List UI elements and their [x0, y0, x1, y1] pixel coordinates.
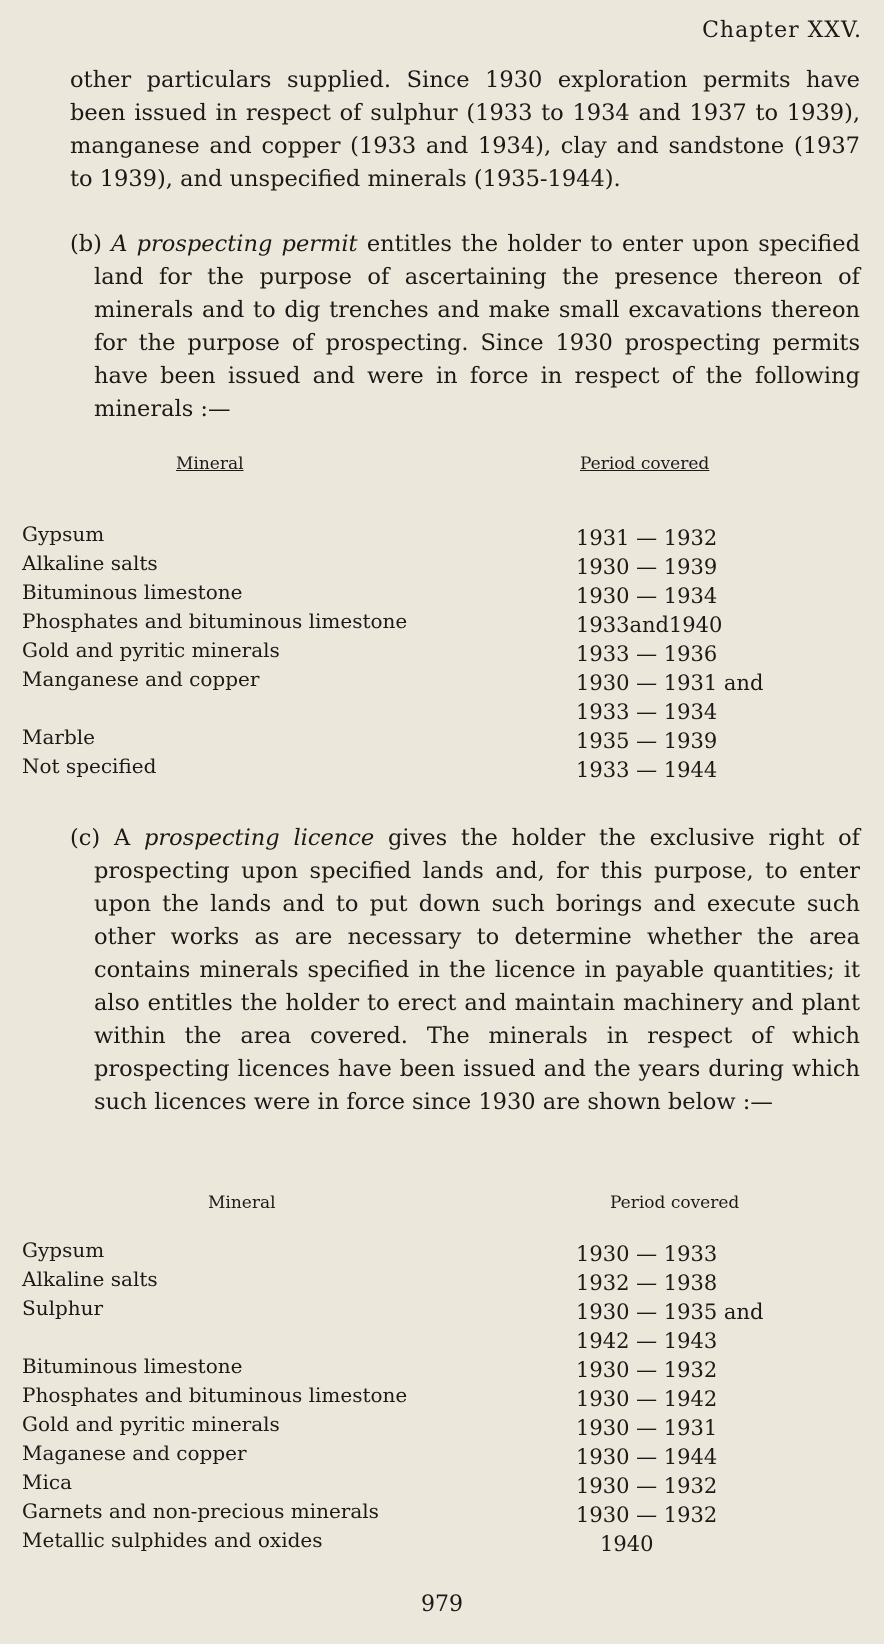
table-row: [22, 754, 862, 784]
period-cell: 1940: [600, 1532, 654, 1556]
mineral-cell: Gypsum: [22, 1238, 105, 1262]
mineral-cell: Garnets and non-precious minerals: [22, 1499, 379, 1523]
table-row: [22, 1325, 862, 1355]
mineral-cell: Manganese and copper: [22, 667, 260, 691]
paragraph-prospecting-permit: [50, 228, 860, 426]
period-cell: 1931 — 1932: [576, 526, 718, 550]
period-cell: 1930 — 1939: [576, 555, 718, 579]
table-row: [22, 725, 862, 755]
period-cell: 1930 — 1934: [576, 584, 718, 608]
period-cell: 1930 — 1932: [576, 1474, 718, 1498]
paragraph-exploration-permits: other particulars supplied. Since 1930 exploration permits have been issued in respect of sulphur (1933 to 1934 and 1937 to 1939), manganese and copper (1933 and 1934), clay and sandstone (1937 to 1939), and unspecified minerals (1935-1944).: [70, 67, 860, 192]
table-row: [22, 580, 862, 610]
period-cell: 1933 — 1936: [576, 642, 718, 666]
column-header-mineral: Mineral: [208, 1193, 276, 1213]
table-row: [22, 1383, 862, 1413]
table-row: [22, 1354, 862, 1384]
column-header-mineral: Mineral: [176, 454, 244, 474]
period-cell: 1930 — 1932: [576, 1358, 718, 1382]
paragraph-lead: A: [113, 825, 131, 851]
table-row: [22, 1412, 862, 1442]
table-row: [22, 1267, 862, 1297]
table-row: [22, 1528, 862, 1558]
period-cell: 1930 — 1931 and: [576, 671, 764, 695]
mineral-cell: Marble: [22, 725, 95, 749]
paragraph-text: entitles the holder to enter upon specified land for the purpose of ascertaining the presence thereon of minerals and to dig trenches and make small excavations thereon for the purpose of prospecting. Since 1930 prospecting permits have been issued and were in force in respect of the following minerals :—: [94, 231, 861, 422]
table-row: [22, 1470, 862, 1500]
paragraph-prospecting-licence: [50, 822, 860, 1119]
chapter-heading: Chapter XXV.: [702, 18, 862, 43]
table-row: [22, 551, 862, 581]
table-row: [22, 667, 862, 697]
period-cell: 1933 — 1934: [576, 700, 718, 724]
table-row: [22, 696, 862, 726]
period-cell: 1933 — 1944: [576, 758, 718, 782]
period-cell: 1935 — 1939: [576, 729, 718, 753]
mineral-cell: Bituminous limestone: [22, 1354, 243, 1378]
period-cell: 1930 — 1935 and: [576, 1300, 764, 1324]
table-row: [22, 638, 862, 668]
mineral-cell: Sulphur: [22, 1296, 104, 1320]
table-row: [22, 1441, 862, 1471]
table-row: [22, 522, 862, 552]
column-header-period: Period covered: [580, 454, 710, 474]
column-header-period: Period covered: [610, 1193, 740, 1213]
period-cell: 1930 — 1933: [576, 1242, 718, 1266]
mineral-cell: Phosphates and bituminous limestone: [22, 609, 408, 633]
mineral-cell: Metallic sulphides and oxides: [22, 1528, 323, 1552]
table-row: [22, 609, 862, 639]
period-cell: 1942 — 1943: [576, 1329, 718, 1353]
mineral-cell: Mica: [22, 1470, 72, 1494]
period-cell: 1930 — 1942: [576, 1387, 718, 1411]
mineral-cell: Gold and pyritic minerals: [22, 638, 280, 662]
mineral-cell: Phosphates and bituminous limestone: [22, 1383, 408, 1407]
paragraph-label: (c): [70, 825, 101, 851]
period-cell: 1933and1940: [576, 613, 723, 637]
table-row: [22, 1499, 862, 1529]
term-prospecting-licence: prospecting licence: [143, 825, 375, 851]
mineral-cell: Not specified: [22, 754, 157, 778]
period-cell: 1930 — 1944: [576, 1445, 718, 1469]
term-prospecting-permit: A prospecting permit: [111, 231, 358, 257]
mineral-cell: Gypsum: [22, 522, 105, 546]
period-cell: 1932 — 1938: [576, 1271, 718, 1295]
page-number: 979: [421, 1592, 463, 1617]
mineral-cell: Gold and pyritic minerals: [22, 1412, 280, 1436]
mineral-cell: Alkaline salts: [22, 551, 158, 575]
paragraph-text: gives the holder the exclusive right of prospecting upon specified lands and, for this purpose, to enter upon the lands and to put down such borings and execute such other works as are necessary to determine whether the area contains minerals specified in the licence in payable quantities; it also entitles the holder to erect and maintain machinery and plant within the area covered. The minerals in respect of which prospecting licences have been issued and the years during which such licences were in force since 1930 are shown below :—: [94, 825, 861, 1115]
table-row: [22, 1296, 862, 1326]
mineral-cell: Bituminous limestone: [22, 580, 243, 604]
mineral-cell: Maganese and copper: [22, 1441, 247, 1465]
mineral-cell: Alkaline salts: [22, 1267, 158, 1291]
paragraph-label: (b): [70, 231, 102, 257]
period-cell: 1930 — 1932: [576, 1503, 718, 1527]
period-cell: 1930 — 1931: [576, 1416, 718, 1440]
table-row: [22, 1238, 862, 1268]
